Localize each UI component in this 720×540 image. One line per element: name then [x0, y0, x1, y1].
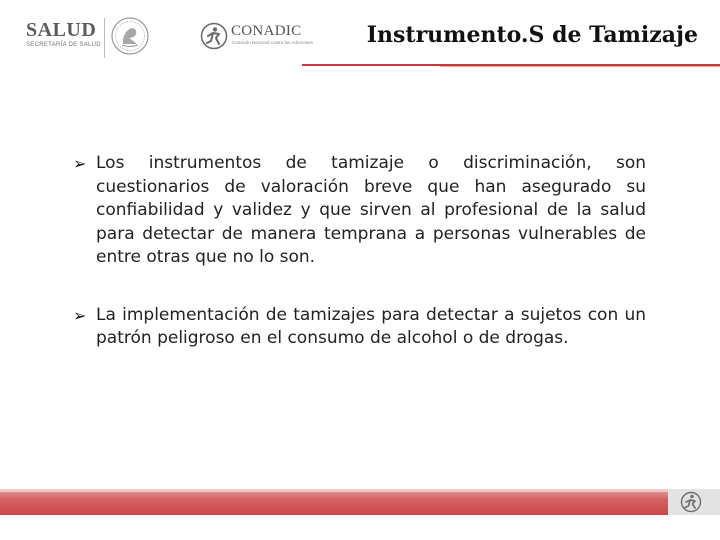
bullet-text: La implementación de tamizajes para detectar a sujetos con un patrón peligroso en el consumo de alcohol o de drogas.	[96, 304, 646, 348]
bullet-list	[74, 152, 646, 385]
logo-divider	[104, 18, 105, 58]
bullet-text: Los instrumentos de tamizaje o discriminación, son cuestionarios de valoración breve que han asegurado su confiabilidad y validez y que sirven al profesional de la salud para detectar de manera temprana a personas vulnerables de entre otras que no lo son.	[96, 153, 646, 267]
bullet-item	[74, 304, 646, 351]
conadic-logo	[200, 22, 314, 52]
footer-bar	[0, 489, 668, 515]
salud-logo-text: SALUD	[26, 19, 97, 41]
conadic-footer-icon	[678, 491, 704, 513]
conadic-logo-subtitle: Comisión Nacional contra las Adicciones	[232, 40, 314, 45]
slide-title: Instrumento.S de Tamizaje	[366, 22, 698, 48]
conadic-logo-text: CONADIC	[231, 23, 302, 39]
mexico-seal-icon	[110, 16, 150, 56]
salud-logo	[26, 20, 101, 48]
salud-logo-subtitle: SECRETARÍA DE SALUD	[26, 42, 101, 48]
title-underline-shadow	[440, 66, 720, 67]
footer-bar-highlight	[0, 489, 668, 492]
bullet-item	[74, 152, 646, 270]
arrow-bullet-icon: ➢	[73, 305, 87, 325]
conadic-figure-icon	[200, 22, 228, 50]
slide-header	[0, 0, 720, 70]
arrow-bullet-icon: ➢	[73, 154, 87, 173]
